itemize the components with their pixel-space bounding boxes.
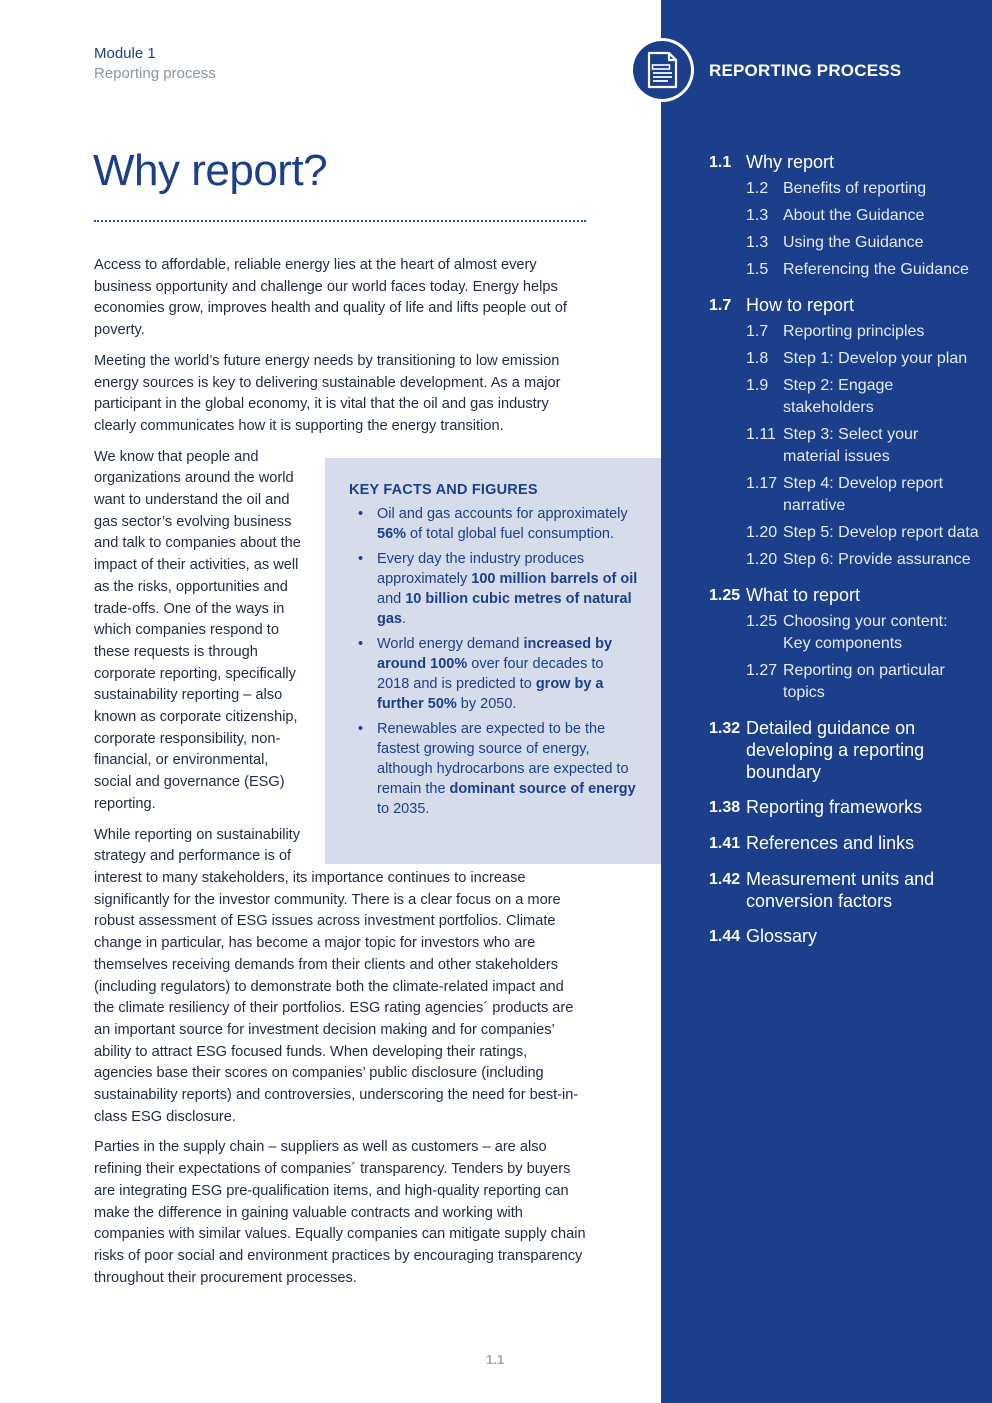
key-fact-item bbox=[349, 504, 639, 544]
dotted-divider bbox=[94, 220, 586, 222]
toc-subsection[interactable] bbox=[746, 660, 979, 704]
toc-section[interactable] bbox=[709, 868, 979, 912]
toc-number: 1.25 bbox=[709, 587, 741, 604]
toc-section[interactable] bbox=[709, 294, 979, 317]
toc-number: 1.38 bbox=[709, 799, 741, 816]
toc-number: 1.1 bbox=[709, 154, 732, 171]
toc-label: Step 5: Develop report data bbox=[783, 524, 979, 541]
toc-section[interactable] bbox=[709, 796, 979, 819]
toc-subsection[interactable] bbox=[746, 473, 979, 517]
toc-label: Step 4: Develop report narrative bbox=[783, 475, 944, 514]
toc-subsection[interactable] bbox=[746, 178, 979, 200]
toc-number: 1.17 bbox=[746, 475, 778, 492]
key-fact-highlight: 10 billion cubic metres of natural gas bbox=[377, 591, 632, 627]
key-facts-box bbox=[325, 458, 661, 864]
key-fact-text: . bbox=[402, 611, 407, 627]
paragraph: Meeting the world’s future energy needs by transitioning to low emission energy sources is key to delivering sustainable development. As a major participant in the global economy, it is vital that the oil and gas industry clearly communicates how it is supporting the energy transition. bbox=[94, 352, 561, 434]
toc-label: Step 1: Develop your plan bbox=[783, 350, 968, 367]
toc-section[interactable] bbox=[709, 832, 979, 855]
page-number: 1.1 bbox=[486, 1352, 505, 1367]
toc-number: 1.3 bbox=[746, 207, 769, 224]
toc-subsection[interactable] bbox=[746, 348, 979, 370]
toc-number: 1.20 bbox=[746, 551, 778, 568]
toc-number: 1.42 bbox=[709, 871, 741, 888]
sidebar bbox=[661, 0, 992, 1403]
toc-label: References and links bbox=[746, 833, 915, 853]
toc-section[interactable] bbox=[709, 717, 979, 783]
toc-number: 1.3 bbox=[746, 234, 769, 251]
key-fact-highlight: 56% bbox=[377, 526, 407, 542]
toc-label: Why report bbox=[746, 152, 835, 172]
toc-label: What to report bbox=[746, 585, 861, 605]
toc-subsection[interactable] bbox=[746, 424, 979, 468]
toc-subsection[interactable] bbox=[746, 522, 979, 544]
toc-section[interactable] bbox=[709, 151, 979, 174]
key-fact-text: Oil and gas accounts for approximately bbox=[377, 506, 628, 522]
toc-number: 1.7 bbox=[709, 297, 732, 314]
toc-number: 1.7 bbox=[746, 323, 769, 340]
key-fact-text: to 2035. bbox=[377, 801, 430, 817]
toc-label: How to report bbox=[746, 295, 855, 315]
key-fact-text: Renewables are expected to be the fastest growing source of energy, although hydrocarbons are expected to remain the bbox=[377, 721, 629, 797]
toc-number: 1.20 bbox=[746, 524, 778, 541]
toc-label: Measurement units and conversion factors bbox=[746, 869, 935, 911]
paragraph: While reporting on sustainability strategy and performance is of interest to many stakeholders, its importance continues to increase significantly for the investor community. There is a clear focus on a more robust assessment of ESG issues across investment portfolios. Climate change in particular, has become a major topic for investors who are themselves receiving demands from their clients and other stakeholders (including regulators) to demonstrate both the climate-related impact and the climate resiliency of their portfolios. ESG rating agencies´ products are an important source for investment decision making and for companies’ ability to attract ESG focused funds. When developing their ratings, agencies base their scores on companies’ public disclosure (including sustainability reports) and controversies, underscoring the need for best-in-class ESG disclosure. bbox=[94, 826, 579, 1125]
key-fact-highlight: grow by a further 50% bbox=[377, 676, 604, 712]
toc-number: 1.5 bbox=[746, 261, 769, 278]
toc-subsection[interactable] bbox=[746, 205, 979, 227]
key-fact-text: by 2050. bbox=[456, 696, 517, 712]
paragraph: Parties in the supply chain – suppliers as well as customers – are also refining their expectations of companies´ transparency. Tenders by buyers are integrating ESG pre-qualification items, and high-quality reporting can make the difference in gaining valuable contracts and working with companies with similar values. Equally companies can mitigate supply chain risks of poor social and environment practices by encouraging transparency throughout their procurement processes. bbox=[94, 1139, 586, 1286]
key-fact-text: over four decades to 2018 and is predicted to bbox=[377, 656, 604, 692]
toc-section[interactable] bbox=[709, 584, 979, 607]
toc-subsection[interactable] bbox=[746, 375, 979, 419]
toc-number: 1.41 bbox=[709, 835, 741, 852]
toc-number: 1.8 bbox=[746, 350, 769, 367]
toc-subsection[interactable] bbox=[746, 232, 979, 254]
toc-number: 1.2 bbox=[746, 180, 769, 197]
key-fact-text: World energy demand bbox=[377, 636, 524, 652]
toc-label: Choosing your content: Key components bbox=[783, 613, 948, 652]
section-label: Reporting process bbox=[94, 65, 216, 82]
toc-label: Step 3: Select your material issues bbox=[783, 426, 919, 465]
sidebar-heading: REPORTING PROCESS bbox=[709, 61, 902, 80]
toc-label: Reporting principles bbox=[783, 323, 925, 340]
paragraph: Access to affordable, reliable energy lies at the heart of almost every business opportunity and challenge our world faces today. Energy helps economies grow, improves health and quality of life and lifts people out of poverty. bbox=[94, 257, 567, 339]
toc-subsection[interactable] bbox=[746, 611, 979, 655]
toc-number: 1.11 bbox=[746, 426, 776, 443]
key-facts-heading: KEY FACTS AND FIGURES bbox=[349, 482, 538, 498]
table-of-contents bbox=[709, 151, 979, 961]
toc-label: About the Guidance bbox=[783, 207, 925, 224]
toc-number: 1.25 bbox=[746, 613, 778, 630]
toc-label: Glossary bbox=[746, 926, 818, 946]
toc-label: Reporting frameworks bbox=[746, 797, 923, 817]
toc-label: Referencing the Guidance bbox=[783, 261, 969, 278]
module-label: Module 1 bbox=[94, 45, 156, 62]
toc-number: 1.44 bbox=[709, 928, 741, 945]
toc-label: Reporting on particular topics bbox=[783, 662, 945, 701]
toc-label: Step 6: Provide assurance bbox=[783, 551, 971, 568]
key-fact-text: Every day the industry produces approximately bbox=[377, 551, 585, 587]
toc-number: 1.9 bbox=[746, 377, 769, 394]
toc-subsection[interactable] bbox=[746, 321, 979, 343]
toc-subsection[interactable] bbox=[746, 549, 979, 571]
key-fact-text: of total global fuel consumption. bbox=[406, 526, 614, 542]
paragraph: We know that people and organizations around the world want to understand the oil and gas sector’s evolving business and talk to companies about the impact of their activities, as well as the risks, opportunities and trade-offs. One of the ways in which companies respond to these requests is through corporate reporting, specifically sustainability reporting – also known as corporate citizenship, corporate responsibility, non-financial, or environmental, social and governance (ESG) reporting. bbox=[94, 448, 301, 812]
key-fact-text: and bbox=[377, 591, 406, 607]
key-facts-list bbox=[349, 504, 639, 819]
toc-number: 1.32 bbox=[709, 720, 741, 737]
toc-section[interactable] bbox=[709, 925, 979, 948]
key-fact-item bbox=[349, 634, 639, 714]
key-fact-item bbox=[349, 549, 639, 629]
toc-label: Step 2: Engage stakeholders bbox=[783, 377, 894, 416]
toc-label: Detailed guidance on developing a reporting boundary bbox=[746, 718, 925, 782]
toc-subsection[interactable] bbox=[746, 259, 979, 281]
key-fact-highlight: increased by around 100% bbox=[377, 636, 613, 672]
toc-label: Benefits of reporting bbox=[783, 180, 927, 197]
toc-number: 1.27 bbox=[746, 662, 778, 679]
document-icon bbox=[630, 38, 694, 102]
key-fact-item bbox=[349, 719, 639, 819]
page-title: Why report? bbox=[93, 146, 328, 195]
module-header bbox=[94, 44, 216, 84]
key-fact-highlight: 100 million barrels of oil bbox=[471, 571, 638, 587]
key-fact-highlight: dominant source of energy bbox=[449, 781, 636, 797]
toc-label: Using the Guidance bbox=[783, 234, 924, 251]
